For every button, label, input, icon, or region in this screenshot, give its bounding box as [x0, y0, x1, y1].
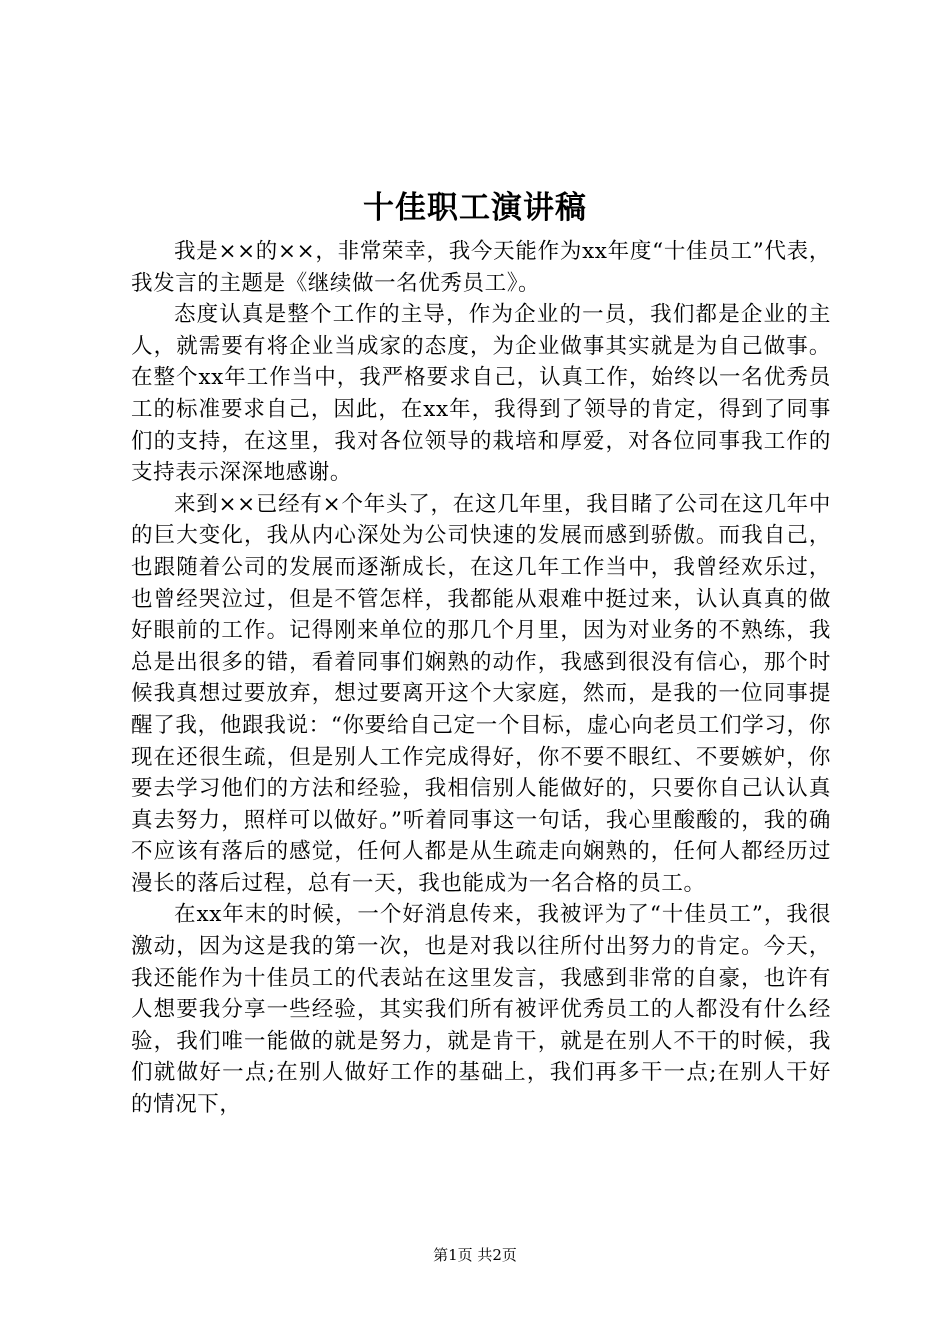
- document-title: 十佳职工演讲稿: [363, 190, 587, 226]
- paragraph-1: 我是××的××，非常荣幸，我今天能作为xx年度“十佳员工”代表，我发言的主题是《继续做一名优秀员工》。: [131, 239, 831, 296]
- paragraph-3: 来到××已经有×个年头了，在这几年里，我目睹了公司在这几年中的巨大变化，我从内心深处为公司快速的发展而感到骄傲。而我自己，也跟随着公司的发展而逐渐成长，在这几年工作当中，我曾经欢乐过，也曾经哭泣过，但是不管怎样，我都能从艰难中挺过来，认认真真的做好眼前的工作。记得刚来单位的那几个月里，因为对业务的不熟练，我总是出很多的错，看着同事们娴熟的动作，我感到很没有信心，那个时候我真想过要放弃，想过要离开这个大家庭，然而，是我的一位同事提醒了我，他跟我说：“你要给自己定一个目标，虚心向老员工们学习，你现在还很生疏，但是别人工作完成得好，你不要不眼红、不要嫉妒，你要去学习他们的方法和经验，我相信别人能做好的，只要你自己认认真真去努力，照样可以做好。”听着同事这一句话，我心里酸酸的，我的确不应该有落后的感觉，任何人都是从生疏走向娴熟的，任何人都经历过漫长的落后过程，总有一天，我也能成为一名合格的员工。: [131, 491, 831, 896]
- document-body: [131, 236, 831, 1121]
- paragraph-4: 在xx年末的时候，一个好消息传来，我被评为了“十佳员工”，我很激动，因为这是我的第一次，也是对我以往所付出努力的肯定。今天，我还能作为十佳员工的代表站在这里发言，我感到非常的自豪，也许有人想要我分享一些经验，其实我们所有被评优秀员工的人都没有什么经验，我们唯一能做的就是努力，就是肯干，就是在别人不干的时候，我们就做好一点;在别人做好工作的基础上，我们再多干一点;在别人干好的情况下，: [131, 902, 831, 1118]
- page-footer: 第1页 共2页: [433, 1246, 517, 1264]
- paragraph-2: 态度认真是整个工作的主导，作为企业的一员，我们都是企业的主人，就需要有将企业当成家的态度，为企业做事其实就是为自己做事。在整个xx年工作当中，我严格要求自己，认真工作，始终以一名优秀员工的标准要求自己，因此，在xx年，我得到了领导的肯定，得到了同事们的支持，在这里，我对各位领导的栽培和厚爱，对各位同事我工作的支持表示深深地感谢。: [131, 302, 831, 486]
